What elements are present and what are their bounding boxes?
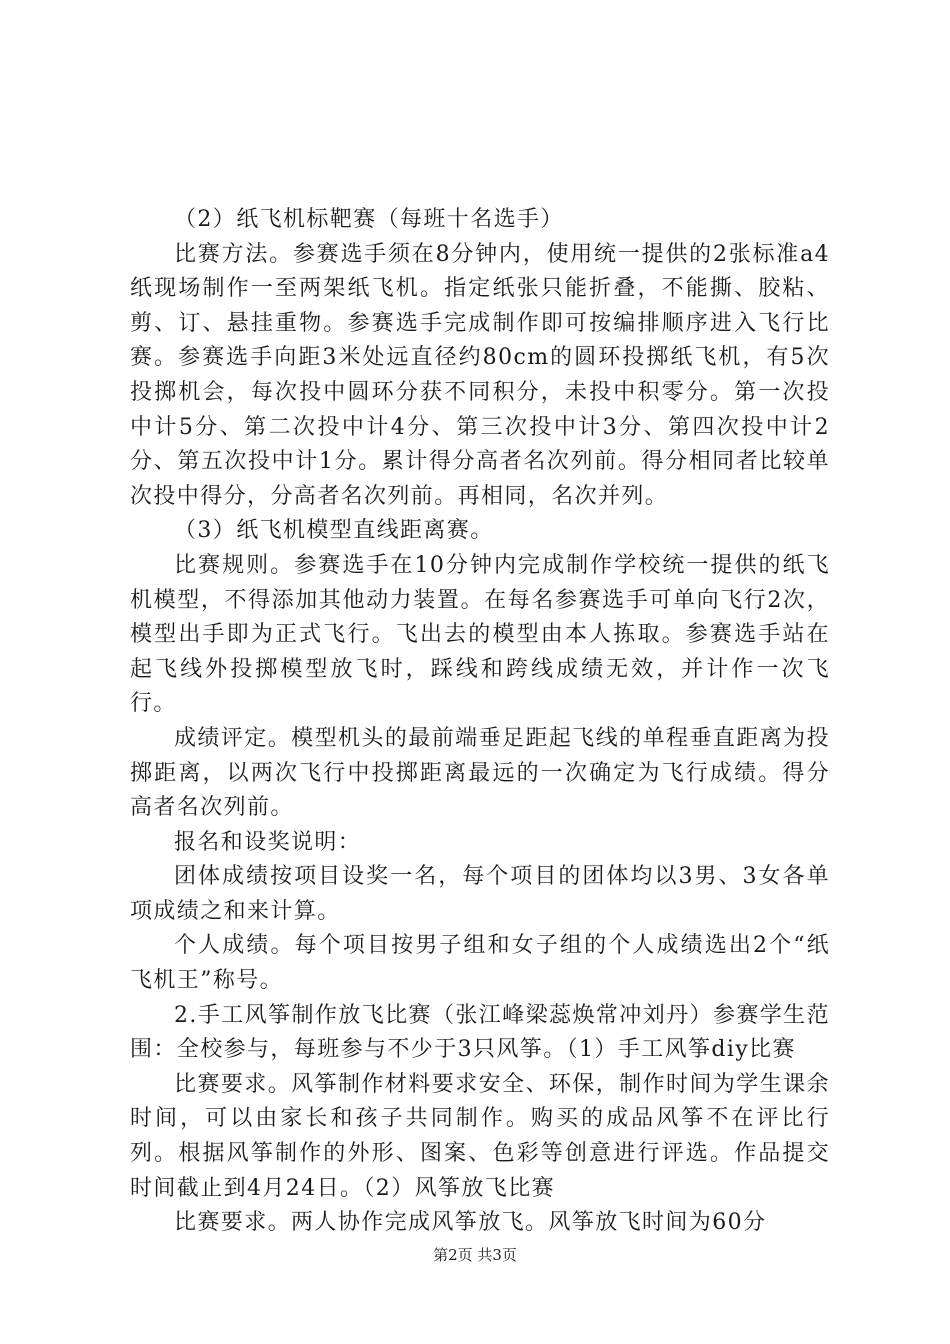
paragraph-paper-plane-target-heading: （2）纸飞机标靶赛（每班十名选手） (174, 207, 564, 232)
paragraph-score-evaluation: 成绩评定。模型机头的最前端垂足距起飞线的单程垂直距离为投掷距离，以两次飞行中投掷距离最远的一次确定为飞行成绩。得分高者名次列前。 (130, 725, 830, 821)
document-body (130, 203, 830, 1241)
page-footer: 第2页 共3页 (433, 1246, 517, 1264)
paragraph-registration-heading: 报名和设奖说明： (174, 829, 362, 855)
paragraph-team-award: 团体成绩按项目设奖一名，每个项目的团体均以3男、3女各单项成绩之和来计算。 (130, 864, 830, 924)
paragraph-kite-competition: 2.手工风筝制作放飞比赛（张江峰梁蕊焕常冲刘丹）参赛学生范围：全校参与，每班参与不少于3只风筝。（1）手工风筝diy比赛 (130, 1002, 830, 1063)
paragraph-individual-award: 个人成绩。每个项目按男子组和女子组的个人成绩选出2个“纸飞机王”称号。 (130, 933, 830, 994)
paragraph-distance-heading: （3）纸飞机模型直线距离赛。 (174, 518, 494, 544)
paragraph-kite-diy-requirements: 比赛要求。风筝制作材料要求安全、环保，制作时间为学生课余时间，可以由家长和孩子共同制作。购买的成品风筝不在评比行列。根据风筝制作的外形、图案、色彩等创意进行评选。作品提交时间截止到4月24日。（2）风筝放飞比赛 (130, 1071, 830, 1201)
paragraph-kite-flying-requirements: 比赛要求。两人协作完成风筝放飞。风筝放飞时间为60分 (174, 1210, 767, 1236)
paragraph-distance-rules: 比赛规则。参赛选手在10分钟内完成制作学校统一提供的纸飞机模型，不得添加其他动力装置。在每名参赛选手可单向飞行2次，模型出手即为正式飞行。飞出去的模型由本人拣取。参赛选手站在起飞线外投掷模型放飞时，踩线和跨线成绩无效，并计作一次飞行。 (130, 552, 830, 717)
paragraph-target-method: 比赛方法。参赛选手须在8分钟内，使用统一提供的2张标准a4纸现场制作一至两架纸飞机。指定纸张只能折叠，不能撕、胶粘、剪、订、悬挂重物。参赛选手完成制作即可按编排顺序进入飞行比赛。参赛选手向距3米处远直径约80cm的圆环投掷纸飞机，有5次投掷机会，每次投中圆环分获不同积分，未投中积零分。第一次投中计5分、第二次投中计4分、第三次投中计3分、第四次投中计2分、第五次投中计1分。累计得分高者名次列前。得分相同者比较单次投中得分，分高者名次列前。再相同，名次并列。 (130, 241, 830, 509)
